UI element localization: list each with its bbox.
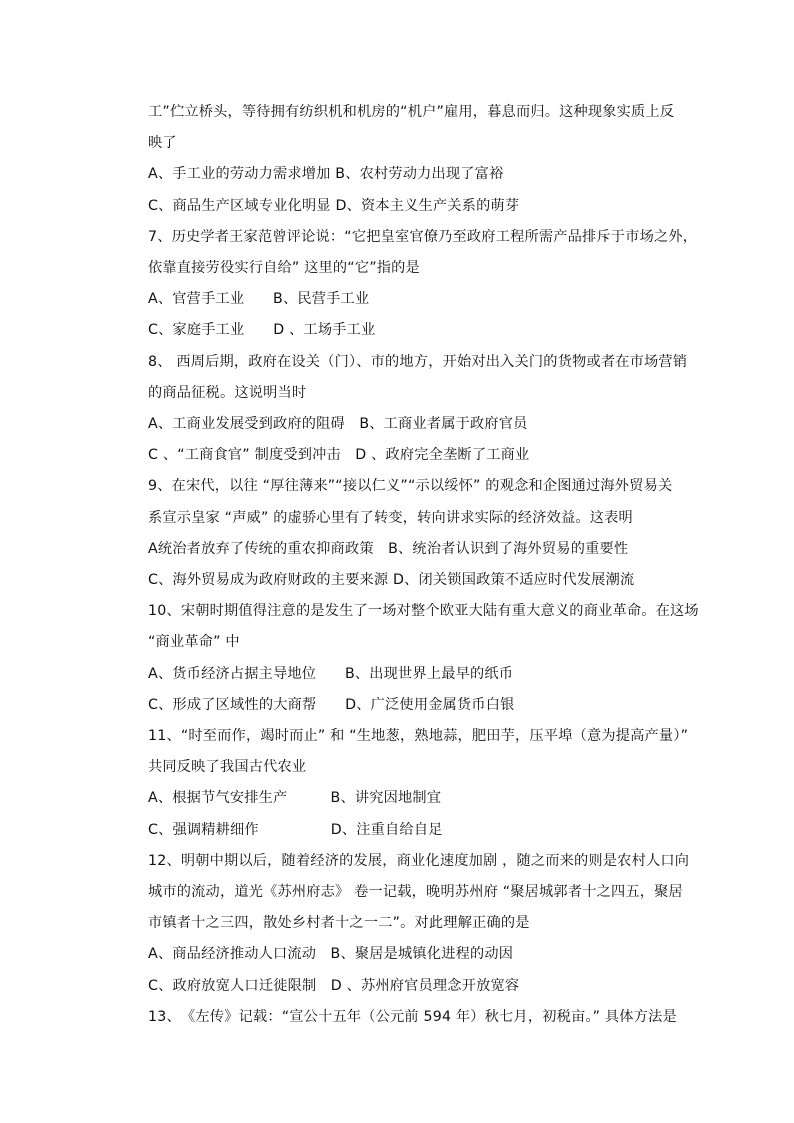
question-11-options-ab: A、根据节气安排生产 B、讲究因地制宜 [148,790,442,806]
question-10-options-cd: C、形成了区域性的大商帮 D、广泛使用金属货币白银 [148,697,515,713]
question-10-stem-line-1: 10、宋朝时期值得注意的是发生了一场对整个欧亚大陆有重大意义的商业革命。在这场 [148,603,699,619]
question-13-stem-line-1: 13、 《左传》记载：“宣公十五年（公元前 594 年）秋七月，初税亩。” 具体方法是 [148,1009,677,1025]
question-9-stem-line-2: 系宣示皇家 “声威” 的虚骄心里有了转变，转向讲求实际的经济效益。这表明 [148,510,633,526]
question-12-stem-line-2: 城市的流动，道光《苏州府志》 卷一记载，晚明苏州府 “聚居城郭者十之四五，聚居 [148,884,683,900]
question-10-stem-line-2: “商业革命” 中 [148,634,240,650]
question-6-options-ab: A、手工业的劳动力需求增加 B、农村劳动力出现了富裕 [148,166,504,182]
question-6-stem-line-2: 映了 [148,135,177,151]
question-9-stem-line-1: 9、在宋代，以往 “厚往薄来”“接以仁义”“示以绥怀” 的观念和企图通过海外贸易关 [148,478,673,494]
question-11-stem-line-2: 共同反映了我国古代农业 [148,759,307,775]
question-10-options-ab: A、货币经济占据主导地位 B、出现世界上最早的纸币 [148,666,514,682]
question-7-options-cd: C、家庭手工业 D 、工场手工业 [148,322,376,338]
question-7-stem-line-2: 依靠直接劳役实行自给” 这里的“它”指的是 [148,260,420,276]
question-8-stem-line-1: 8、 西周后期，政府在设关（门）、市的地方，开始对出入关门的货物或者在市场营销 [148,354,688,370]
question-7-options-ab: A、官营手工业 B、民营手工业 [148,291,370,307]
question-11-stem-line-1: 11、“时至而作，竭时而止” 和 “生地葱，熟地蒜，肥田芋，压平埠（意为提高产量）” [148,728,689,744]
question-9-options-cd: C、海外贸易成为政府财政的主要来源 D、闭关锁国政策不适应时代发展潮流 [148,572,635,588]
question-8-options-cd: C 、“工商食官” 制度受到冲击 D 、政府完全垄断了工商业 [148,447,530,463]
question-12-options-ab: A、商品经济推动人口流动 B、聚居是城镇化进程的动因 [148,946,514,962]
question-7-stem-line-1: 7、历史学者王家范曾评论说：“它把皇室官僚乃至政府工程所需产品排斥于市场之外， [148,229,698,245]
question-8-stem-line-2: 的商品征税。这说明当时 [148,385,307,401]
question-9-options-ab: A统治者放弃了传统的重农抑商政策 B、统治者认识到了海外贸易的重要性 [148,541,629,557]
question-6-options-cd: C、商品生产区域专业化明显 D、资本主义生产关系的萌芽 [148,198,520,214]
question-12-stem-line-1: 12、明朝中期以后，随着经济的发展，商业化速度加剧 ，随之而来的则是农村人口向 [148,853,690,869]
question-8-options-ab: A、工商业发展受到政府的阻碍 B、工商业者属于政府官员 [148,416,528,432]
question-12-options-cd: C、政府放宽人口迁徙限制 D 、苏州府官员理念开放宽容 [148,978,520,994]
question-11-options-cd: C、强调精耕细作 D、注重自给自足 [148,822,443,838]
question-12-stem-line-3: 市镇者十之三四，散处乡村者十之一二”。对此理解正确的是 [148,915,530,931]
question-6-stem-line-1: 工”伫立桥头，等待拥有纺织机和机房的“机户”雇用，暮息而归。这种现象实质上反 [148,104,675,120]
